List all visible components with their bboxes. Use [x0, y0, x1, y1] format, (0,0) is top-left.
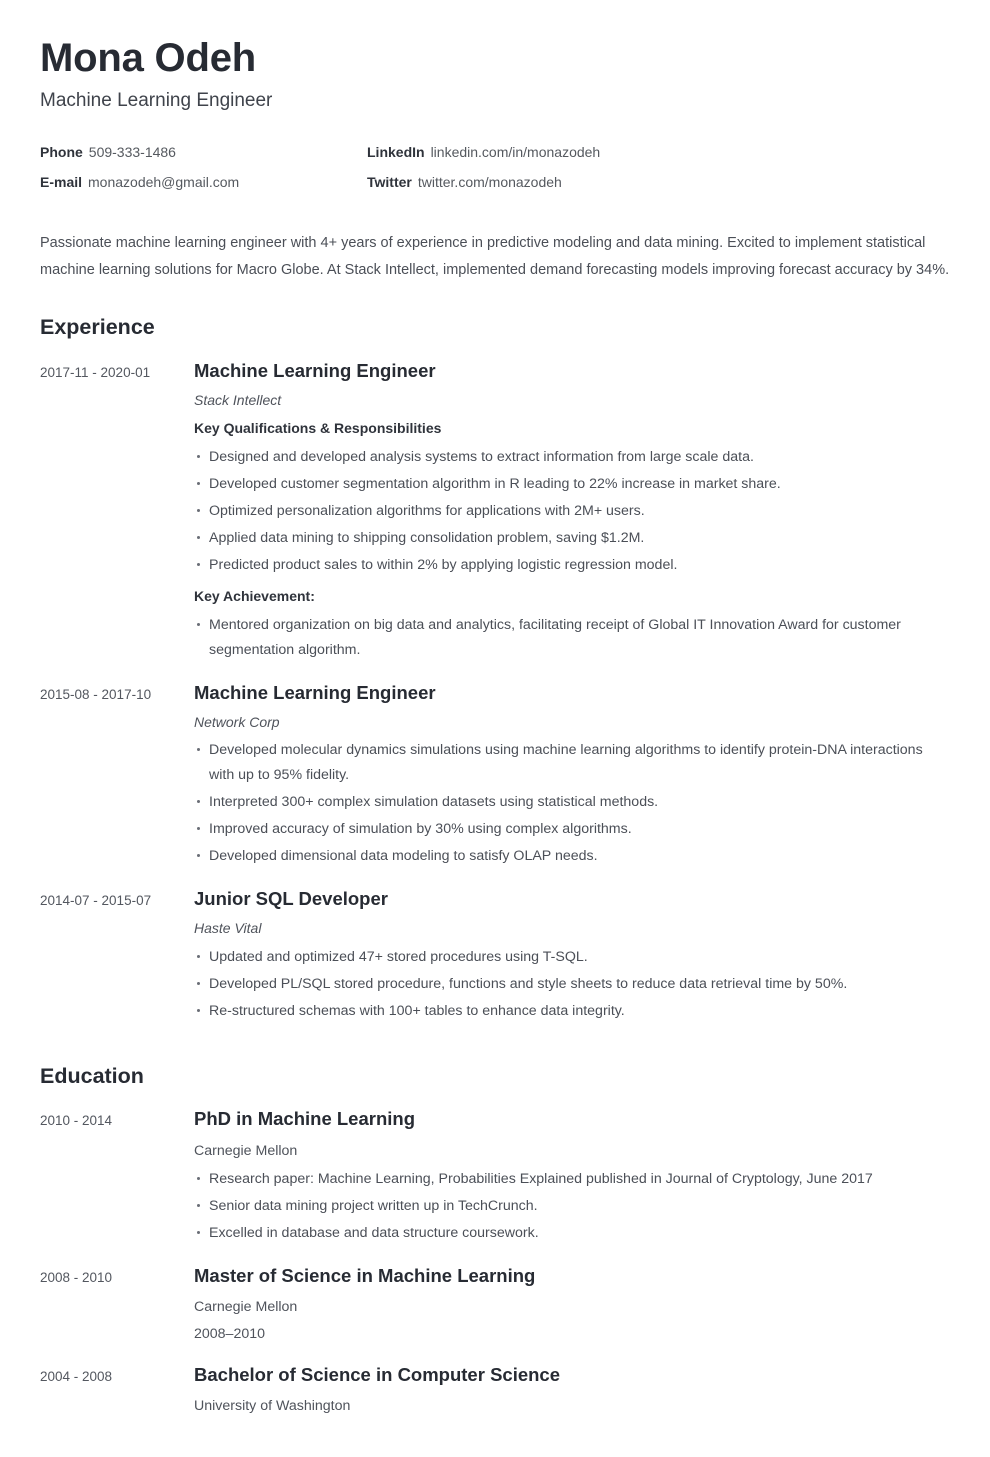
education-entry-body [194, 1107, 950, 1246]
education-entry-school: Carnegie Mellon [194, 1299, 298, 1316]
candidate-name: Mona Odeh [40, 36, 256, 80]
education-entry-body [194, 1363, 950, 1417]
bullet-item: Predicted product sales to within 2% by applying logistic regression model. [194, 553, 950, 578]
education-entry-school: University of Washington [194, 1398, 351, 1415]
contact-email-value[interactable]: monazodeh@gmail.com [88, 174, 240, 191]
experience-entry-bullets [194, 945, 950, 1024]
experience-entry [40, 681, 950, 870]
contact-twitter [367, 173, 950, 192]
bullet-item: Improved accuracy of simulation by 30% using complex algorithms. [194, 817, 950, 842]
key-achievement-label: Key Achievement: [194, 587, 315, 604]
experience-entry-body [194, 887, 950, 1024]
bullet-item: Updated and optimized 47+ stored procedures using T-SQL. [194, 945, 950, 970]
bullet-item: Developed customer segmentation algorithm in R leading to 22% increase in market share. [194, 472, 950, 497]
education-entry-dates: 2008 - 2010 [40, 1270, 113, 1286]
contact-phone [40, 143, 367, 162]
experience-entry-dates: 2014-07 - 2015-07 [40, 893, 152, 909]
experience-entry-bullets [194, 445, 950, 578]
education-entry [40, 1264, 950, 1345]
contact-email-label: E-mail [40, 174, 83, 191]
experience-entry-bullets [194, 738, 950, 869]
contact-linkedin [367, 143, 950, 162]
bullet-item: Optimized personalization algorithms for applications with 2M+ users. [194, 499, 950, 524]
bullet-item: Mentored organization on big data and analytics, facilitating receipt of Global IT Innovation Award for customer segmentation algorithm. [194, 613, 950, 663]
candidate-job-title: Machine Learning Engineer [40, 89, 273, 111]
bullet-item: Developed PL/SQL stored procedure, functions and style sheets to reduce data retrieval time by 50%. [194, 972, 950, 997]
bullet-item: Interpreted 300+ complex simulation datasets using statistical methods. [194, 790, 950, 815]
experience-entry-company: Stack Intellect [194, 391, 282, 408]
education-entry-years: 2008–2010 [194, 1326, 266, 1343]
experience-entry-company: Network Corp [194, 713, 280, 730]
contact-email [40, 173, 367, 192]
contact-phone-value: 509-333-1486 [88, 144, 176, 161]
key-qualifications-label: Key Qualifications & Responsibilities [194, 420, 442, 437]
bullet-item: Research paper: Machine Learning, Probabilities Explained published in Journal of Cryptology, June 2017 [194, 1167, 950, 1192]
experience-section [40, 315, 950, 1024]
experience-entry-title: Machine Learning Engineer [194, 681, 436, 703]
education-entry-school: Carnegie Mellon [194, 1142, 298, 1159]
contact-linkedin-value[interactable]: linkedin.com/in/monazodeh [430, 144, 601, 161]
bullet-item: Developed molecular dynamics simulations using machine learning algorithms to identify protein-DNA interactions with up to 95% fidelity. [194, 738, 950, 788]
experience-entry [40, 887, 950, 1024]
contact-details [40, 143, 950, 192]
contact-linkedin-label: LinkedIn [367, 144, 425, 161]
education-entry-degree: Master of Science in Machine Learning [194, 1265, 536, 1287]
bullet-item: Re-structured schemas with 100+ tables to enhance data integrity. [194, 999, 950, 1024]
education-entry-dates: 2010 - 2014 [40, 1113, 113, 1129]
experience-entry-dates: 2015-08 - 2017-10 [40, 686, 152, 702]
bullet-item: Developed dimensional data modeling to satisfy OLAP needs. [194, 844, 950, 869]
experience-heading: Experience [40, 315, 155, 340]
education-section [40, 1064, 950, 1417]
experience-entry-dates: 2017-11 - 2020-01 [40, 364, 151, 380]
experience-entry-body [194, 681, 950, 870]
education-entry [40, 1107, 950, 1246]
experience-entry-company: Haste Vital [194, 920, 262, 937]
education-entry-degree: Bachelor of Science in Computer Science [194, 1364, 560, 1386]
education-entry-degree: PhD in Machine Learning [194, 1108, 415, 1130]
resume-header [40, 36, 950, 113]
bullet-item: Applied data mining to shipping consolidation problem, saving $1.2M. [194, 526, 950, 551]
education-entry-body [194, 1264, 950, 1345]
experience-entry-achievement-bullets [194, 613, 950, 663]
experience-entry-title: Junior SQL Developer [194, 888, 388, 910]
contact-twitter-value[interactable]: twitter.com/monazodeh [417, 174, 562, 191]
experience-entry-title: Machine Learning Engineer [194, 359, 436, 381]
education-entry-bullets [194, 1167, 950, 1246]
bullet-item: Senior data mining project written up in TechCrunch. [194, 1194, 950, 1219]
education-entry [40, 1363, 950, 1417]
education-heading: Education [40, 1063, 144, 1088]
professional-summary: Passionate machine learning engineer with 4+ years of experience in predictive modeling and data mining. Excited to implement statistical machine learning solutions for Macro Globe. At Stack Intellect, implemented demand forecasting models improving forecast accuracy by 34%. [40, 235, 950, 278]
experience-entry [40, 359, 950, 663]
contact-phone-label: Phone [40, 144, 83, 161]
bullet-item: Designed and developed analysis systems to extract information from large scale data. [194, 445, 950, 470]
experience-entry-body [194, 359, 950, 663]
contact-twitter-label: Twitter [367, 174, 412, 191]
education-entry-dates: 2004 - 2008 [40, 1369, 113, 1385]
bullet-item: Excelled in database and data structure coursework. [194, 1221, 950, 1246]
